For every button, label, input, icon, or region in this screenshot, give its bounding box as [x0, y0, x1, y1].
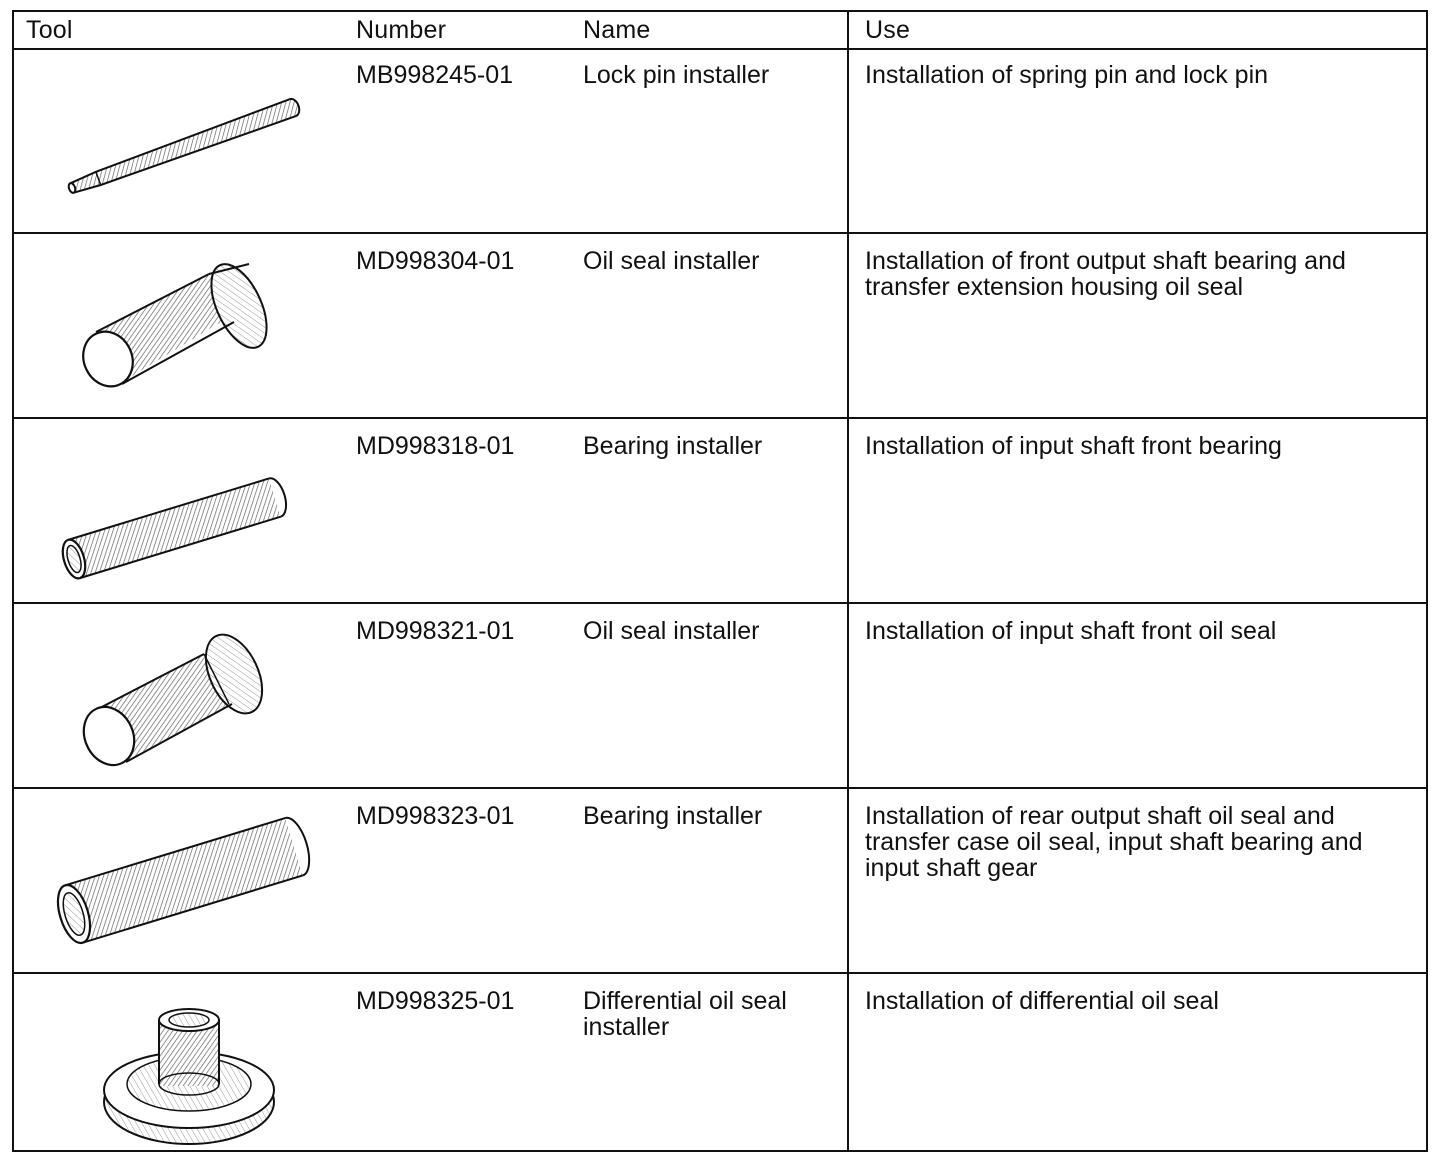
tool-name: Bearing installer [583, 432, 763, 460]
header-number: Number [356, 16, 447, 44]
tool-number: MD998318-01 [356, 432, 515, 460]
column-divider [847, 974, 849, 1150]
tool-use: Installation of spring pin and lock pin [865, 61, 1269, 89]
tool-use: Installation of input shaft front bearing [865, 432, 1282, 460]
tool-use: Installation of differential oil seal [865, 987, 1219, 1015]
column-divider [847, 419, 849, 602]
tool-number: MD998325-01 [356, 987, 515, 1015]
column-divider [847, 604, 849, 787]
oil-seal-installer-icon [44, 244, 344, 409]
tool-number: MB998245-01 [356, 61, 514, 89]
table-row [14, 234, 1426, 419]
oil-seal-installer-icon [44, 614, 344, 779]
header-name: Name [583, 16, 651, 44]
tool-name: Bearing installer [583, 802, 763, 830]
tool-use: Installation of rear output shaft oil seal and transfer case oil seal, input shaft bearing and input shaft gear [865, 802, 1363, 882]
tool-name: Differential oil seal installer [583, 987, 787, 1041]
tool-name: Oil seal installer [583, 617, 760, 645]
table-row [14, 974, 1426, 1150]
table-row [14, 789, 1426, 974]
table-header [14, 12, 1426, 50]
column-divider [847, 234, 849, 417]
table-row [14, 604, 1426, 789]
column-divider [847, 48, 849, 232]
bearing-installer-tube-icon [44, 429, 344, 594]
special-tools-table [12, 10, 1428, 1152]
header-use: Use [865, 16, 911, 44]
column-divider [847, 789, 849, 972]
tool-name: Lock pin installer [583, 61, 770, 89]
tool-use: Installation of input shaft front oil seal [865, 617, 1277, 645]
tool-name: Oil seal installer [583, 247, 760, 275]
header-tool: Tool [26, 16, 73, 44]
table-row [14, 48, 1426, 234]
lock-pin-installer-icon [44, 58, 344, 223]
bearing-installer-tube-icon [44, 799, 344, 964]
table-row [14, 419, 1426, 604]
tool-use: Installation of front output shaft bearing and transfer extension housing oil seal [865, 247, 1346, 301]
differential-oil-seal-installer-icon [44, 984, 344, 1149]
tool-number: MD998304-01 [356, 247, 515, 275]
header-column-divider [847, 12, 849, 48]
tool-number: MD998323-01 [356, 802, 515, 830]
tool-number: MD998321-01 [356, 617, 515, 645]
